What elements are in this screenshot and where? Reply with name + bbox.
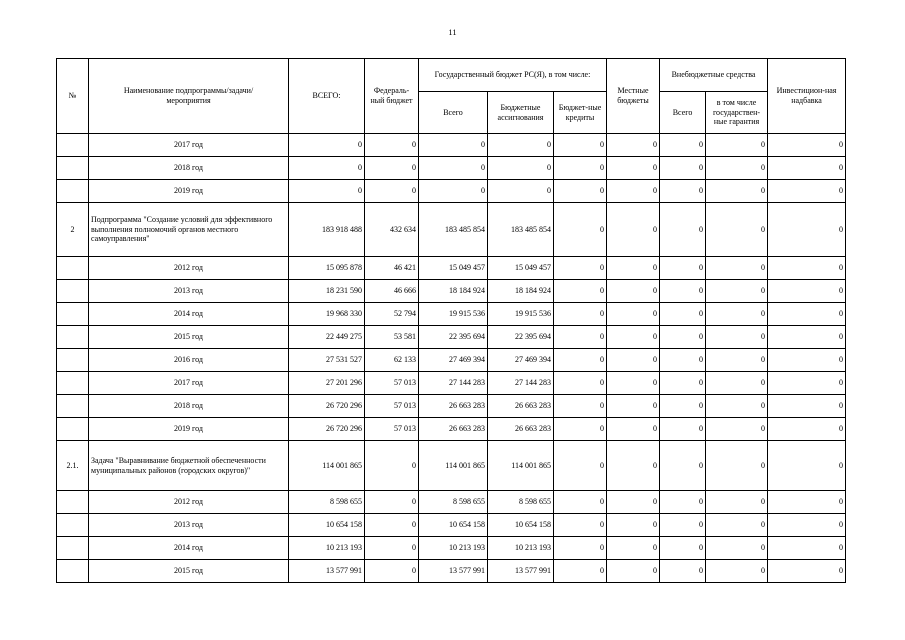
cell-federal: 46 421 — [365, 257, 419, 280]
cell-name: 2018 год — [89, 395, 289, 418]
cell-offbudget-total: 0 — [660, 372, 706, 395]
cell-no — [57, 560, 89, 583]
cell-offbudget-guarantee: 0 — [706, 326, 768, 349]
cell-offbudget-guarantee: 0 — [706, 280, 768, 303]
cell-state-credit: 0 — [554, 349, 607, 372]
cell-offbudget-guarantee: 0 — [706, 134, 768, 157]
cell-offbudget-guarantee: 0 — [706, 372, 768, 395]
cell-state-alloc: 19 915 536 — [488, 303, 554, 326]
cell-offbudget-guarantee: 0 — [706, 303, 768, 326]
cell-no — [57, 303, 89, 326]
cell-federal: 0 — [365, 180, 419, 203]
cell-state-total: 18 184 924 — [419, 280, 488, 303]
table-row — [57, 280, 846, 303]
cell-state-alloc: 114 001 865 — [488, 441, 554, 491]
cell-state-credit: 0 — [554, 180, 607, 203]
cell-offbudget-total: 0 — [660, 180, 706, 203]
cell-offbudget-guarantee: 0 — [706, 418, 768, 441]
cell-no — [57, 372, 89, 395]
cell-local: 0 — [607, 560, 660, 583]
cell-federal: 0 — [365, 157, 419, 180]
cell-state-alloc: 13 577 991 — [488, 560, 554, 583]
header-local: Местные бюджеты — [607, 59, 660, 134]
cell-state-total: 19 915 536 — [419, 303, 488, 326]
cell-total: 27 201 296 — [289, 372, 365, 395]
cell-state-alloc: 18 184 924 — [488, 280, 554, 303]
cell-state-alloc: 27 144 283 — [488, 372, 554, 395]
cell-state-total: 13 577 991 — [419, 560, 488, 583]
header-total: ВСЕГО: — [289, 59, 365, 134]
cell-no: 2.1. — [57, 441, 89, 491]
cell-invest: 0 — [768, 157, 846, 180]
table-row — [57, 537, 846, 560]
cell-state-total: 0 — [419, 157, 488, 180]
cell-state-alloc: 8 598 655 — [488, 491, 554, 514]
cell-state-credit: 0 — [554, 441, 607, 491]
table-row — [57, 418, 846, 441]
cell-name: 2015 год — [89, 326, 289, 349]
cell-state-total: 27 144 283 — [419, 372, 488, 395]
cell-local: 0 — [607, 537, 660, 560]
cell-name: 2017 год — [89, 372, 289, 395]
table-body — [57, 134, 846, 583]
cell-federal: 0 — [365, 134, 419, 157]
cell-federal: 0 — [365, 560, 419, 583]
table-row — [57, 134, 846, 157]
header-offbudget-total: Всего — [660, 92, 706, 134]
cell-local: 0 — [607, 303, 660, 326]
cell-offbudget-guarantee: 0 — [706, 514, 768, 537]
cell-name: 2014 год — [89, 303, 289, 326]
header-federal: Федераль-ный бюджет — [365, 59, 419, 134]
cell-invest: 0 — [768, 326, 846, 349]
cell-state-total: 10 213 193 — [419, 537, 488, 560]
cell-state-credit: 0 — [554, 395, 607, 418]
table-row — [57, 203, 846, 257]
cell-total: 26 720 296 — [289, 418, 365, 441]
cell-state-credit: 0 — [554, 418, 607, 441]
cell-local: 0 — [607, 349, 660, 372]
table-row — [57, 349, 846, 372]
cell-name: Задача "Выравнивание бюджетной обеспеченности муниципальных районов (городских округов)" — [89, 441, 289, 491]
cell-name: 2017 год — [89, 134, 289, 157]
cell-invest: 0 — [768, 418, 846, 441]
cell-total: 183 918 488 — [289, 203, 365, 257]
cell-state-alloc: 27 469 394 — [488, 349, 554, 372]
cell-state-alloc: 0 — [488, 134, 554, 157]
cell-federal: 52 794 — [365, 303, 419, 326]
cell-invest: 0 — [768, 372, 846, 395]
cell-local: 0 — [607, 203, 660, 257]
cell-state-total: 26 663 283 — [419, 395, 488, 418]
cell-state-total: 15 049 457 — [419, 257, 488, 280]
cell-state-alloc: 183 485 854 — [488, 203, 554, 257]
cell-local: 0 — [607, 180, 660, 203]
cell-offbudget-total: 0 — [660, 349, 706, 372]
cell-local: 0 — [607, 441, 660, 491]
cell-federal: 0 — [365, 491, 419, 514]
table-row — [57, 180, 846, 203]
cell-total: 10 654 158 — [289, 514, 365, 537]
cell-federal: 53 581 — [365, 326, 419, 349]
cell-local: 0 — [607, 418, 660, 441]
cell-local: 0 — [607, 134, 660, 157]
cell-no — [57, 280, 89, 303]
cell-invest: 0 — [768, 349, 846, 372]
cell-state-credit: 0 — [554, 326, 607, 349]
page-number: 11 — [448, 27, 457, 37]
cell-state-total: 183 485 854 — [419, 203, 488, 257]
cell-offbudget-total: 0 — [660, 491, 706, 514]
table-row — [57, 157, 846, 180]
cell-offbudget-guarantee: 0 — [706, 491, 768, 514]
cell-name: Подпрограмма "Создание условий для эффективного выполнения полномочий органов местного самоуправления" — [89, 203, 289, 257]
cell-offbudget-total: 0 — [660, 395, 706, 418]
cell-state-credit: 0 — [554, 157, 607, 180]
cell-name: 2012 год — [89, 257, 289, 280]
cell-federal: 57 013 — [365, 395, 419, 418]
cell-name: 2014 год — [89, 537, 289, 560]
table-row — [57, 441, 846, 491]
header-invest: Инвестицион-ная надбавка — [768, 59, 846, 134]
cell-no — [57, 134, 89, 157]
cell-name: 2019 год — [89, 180, 289, 203]
cell-state-total: 27 469 394 — [419, 349, 488, 372]
budget-table — [56, 58, 846, 583]
cell-no — [57, 537, 89, 560]
cell-invest: 0 — [768, 134, 846, 157]
cell-federal: 57 013 — [365, 418, 419, 441]
cell-state-credit: 0 — [554, 372, 607, 395]
cell-state-credit: 0 — [554, 514, 607, 537]
cell-state-alloc: 10 654 158 — [488, 514, 554, 537]
cell-state-total: 114 001 865 — [419, 441, 488, 491]
cell-local: 0 — [607, 491, 660, 514]
cell-state-credit: 0 — [554, 203, 607, 257]
cell-local: 0 — [607, 280, 660, 303]
cell-offbudget-guarantee: 0 — [706, 157, 768, 180]
header-offbudget-guarantee: в том числе государствен-ные гарантия — [706, 92, 768, 134]
cell-offbudget-guarantee: 0 — [706, 560, 768, 583]
cell-no — [57, 157, 89, 180]
cell-federal: 0 — [365, 441, 419, 491]
cell-name: 2016 год — [89, 349, 289, 372]
cell-total: 26 720 296 — [289, 395, 365, 418]
cell-offbudget-total: 0 — [660, 514, 706, 537]
cell-total: 13 577 991 — [289, 560, 365, 583]
cell-name: 2018 год — [89, 157, 289, 180]
cell-offbudget-guarantee: 0 — [706, 395, 768, 418]
cell-state-total: 0 — [419, 134, 488, 157]
cell-name: 2013 год — [89, 280, 289, 303]
cell-no — [57, 349, 89, 372]
cell-state-alloc: 0 — [488, 180, 554, 203]
table-row — [57, 303, 846, 326]
cell-offbudget-total: 0 — [660, 326, 706, 349]
cell-state-credit: 0 — [554, 280, 607, 303]
cell-federal: 46 666 — [365, 280, 419, 303]
cell-invest: 0 — [768, 203, 846, 257]
cell-no — [57, 514, 89, 537]
cell-offbudget-total: 0 — [660, 418, 706, 441]
cell-state-total: 0 — [419, 180, 488, 203]
cell-offbudget-total: 0 — [660, 280, 706, 303]
cell-invest: 0 — [768, 257, 846, 280]
cell-local: 0 — [607, 372, 660, 395]
cell-total: 8 598 655 — [289, 491, 365, 514]
cell-federal: 0 — [365, 537, 419, 560]
cell-offbudget-guarantee: 0 — [706, 180, 768, 203]
cell-offbudget-total: 0 — [660, 134, 706, 157]
header-state-alloc: Бюджетные ассигнования — [488, 92, 554, 134]
cell-state-credit: 0 — [554, 537, 607, 560]
cell-local: 0 — [607, 514, 660, 537]
cell-total: 0 — [289, 180, 365, 203]
cell-offbudget-guarantee: 0 — [706, 257, 768, 280]
cell-invest: 0 — [768, 395, 846, 418]
cell-offbudget-total: 0 — [660, 560, 706, 583]
cell-local: 0 — [607, 395, 660, 418]
header-state-credit: Бюджет-ные кредиты — [554, 92, 607, 134]
cell-state-alloc: 26 663 283 — [488, 395, 554, 418]
cell-federal: 57 013 — [365, 372, 419, 395]
cell-total: 22 449 275 — [289, 326, 365, 349]
cell-invest: 0 — [768, 441, 846, 491]
cell-total: 19 968 330 — [289, 303, 365, 326]
cell-state-credit: 0 — [554, 134, 607, 157]
cell-name: 2012 год — [89, 491, 289, 514]
cell-federal: 62 133 — [365, 349, 419, 372]
cell-invest: 0 — [768, 537, 846, 560]
cell-state-alloc: 15 049 457 — [488, 257, 554, 280]
header-name: Наименование подпрограммы/задачи/мероприятия — [89, 59, 289, 134]
cell-local: 0 — [607, 157, 660, 180]
cell-offbudget-total: 0 — [660, 257, 706, 280]
cell-offbudget-guarantee: 0 — [706, 203, 768, 257]
cell-state-credit: 0 — [554, 560, 607, 583]
cell-name: 2015 год — [89, 560, 289, 583]
cell-offbudget-total: 0 — [660, 203, 706, 257]
cell-offbudget-total: 0 — [660, 537, 706, 560]
header-state-budget: Государственный бюджет РС(Я), в том числе: — [419, 59, 607, 92]
cell-state-alloc: 10 213 193 — [488, 537, 554, 560]
cell-state-total: 10 654 158 — [419, 514, 488, 537]
cell-state-total: 22 395 694 — [419, 326, 488, 349]
cell-no — [57, 418, 89, 441]
cell-state-credit: 0 — [554, 303, 607, 326]
table-row — [57, 372, 846, 395]
header-offbudget: Внебюджетные средства — [660, 59, 768, 92]
header-no: № — [57, 59, 89, 134]
cell-invest: 0 — [768, 560, 846, 583]
cell-state-total: 26 663 283 — [419, 418, 488, 441]
header-state-total: Всего — [419, 92, 488, 134]
cell-state-alloc: 26 663 283 — [488, 418, 554, 441]
table-row — [57, 491, 846, 514]
cell-offbudget-guarantee: 0 — [706, 349, 768, 372]
cell-invest: 0 — [768, 514, 846, 537]
table-row — [57, 326, 846, 349]
cell-total: 10 213 193 — [289, 537, 365, 560]
cell-no — [57, 395, 89, 418]
cell-state-alloc: 0 — [488, 157, 554, 180]
cell-name: 2013 год — [89, 514, 289, 537]
cell-no — [57, 491, 89, 514]
cell-total: 0 — [289, 134, 365, 157]
cell-state-credit: 0 — [554, 257, 607, 280]
cell-total: 0 — [289, 157, 365, 180]
cell-name: 2019 год — [89, 418, 289, 441]
cell-no — [57, 257, 89, 280]
table-row — [57, 257, 846, 280]
table-header — [57, 59, 846, 134]
cell-state-total: 8 598 655 — [419, 491, 488, 514]
cell-federal: 0 — [365, 514, 419, 537]
cell-no — [57, 180, 89, 203]
cell-invest: 0 — [768, 491, 846, 514]
cell-total: 114 001 865 — [289, 441, 365, 491]
cell-invest: 0 — [768, 303, 846, 326]
cell-offbudget-total: 0 — [660, 441, 706, 491]
table-row — [57, 560, 846, 583]
cell-federal: 432 634 — [365, 203, 419, 257]
table-row — [57, 514, 846, 537]
cell-local: 0 — [607, 326, 660, 349]
cell-state-credit: 0 — [554, 491, 607, 514]
cell-total: 27 531 527 — [289, 349, 365, 372]
cell-offbudget-total: 0 — [660, 303, 706, 326]
cell-invest: 0 — [768, 280, 846, 303]
cell-offbudget-guarantee: 0 — [706, 441, 768, 491]
cell-total: 15 095 878 — [289, 257, 365, 280]
cell-total: 18 231 590 — [289, 280, 365, 303]
cell-no: 2 — [57, 203, 89, 257]
cell-no — [57, 326, 89, 349]
cell-local: 0 — [607, 257, 660, 280]
cell-state-alloc: 22 395 694 — [488, 326, 554, 349]
cell-invest: 0 — [768, 180, 846, 203]
table-row — [57, 395, 846, 418]
cell-offbudget-guarantee: 0 — [706, 537, 768, 560]
cell-offbudget-total: 0 — [660, 157, 706, 180]
